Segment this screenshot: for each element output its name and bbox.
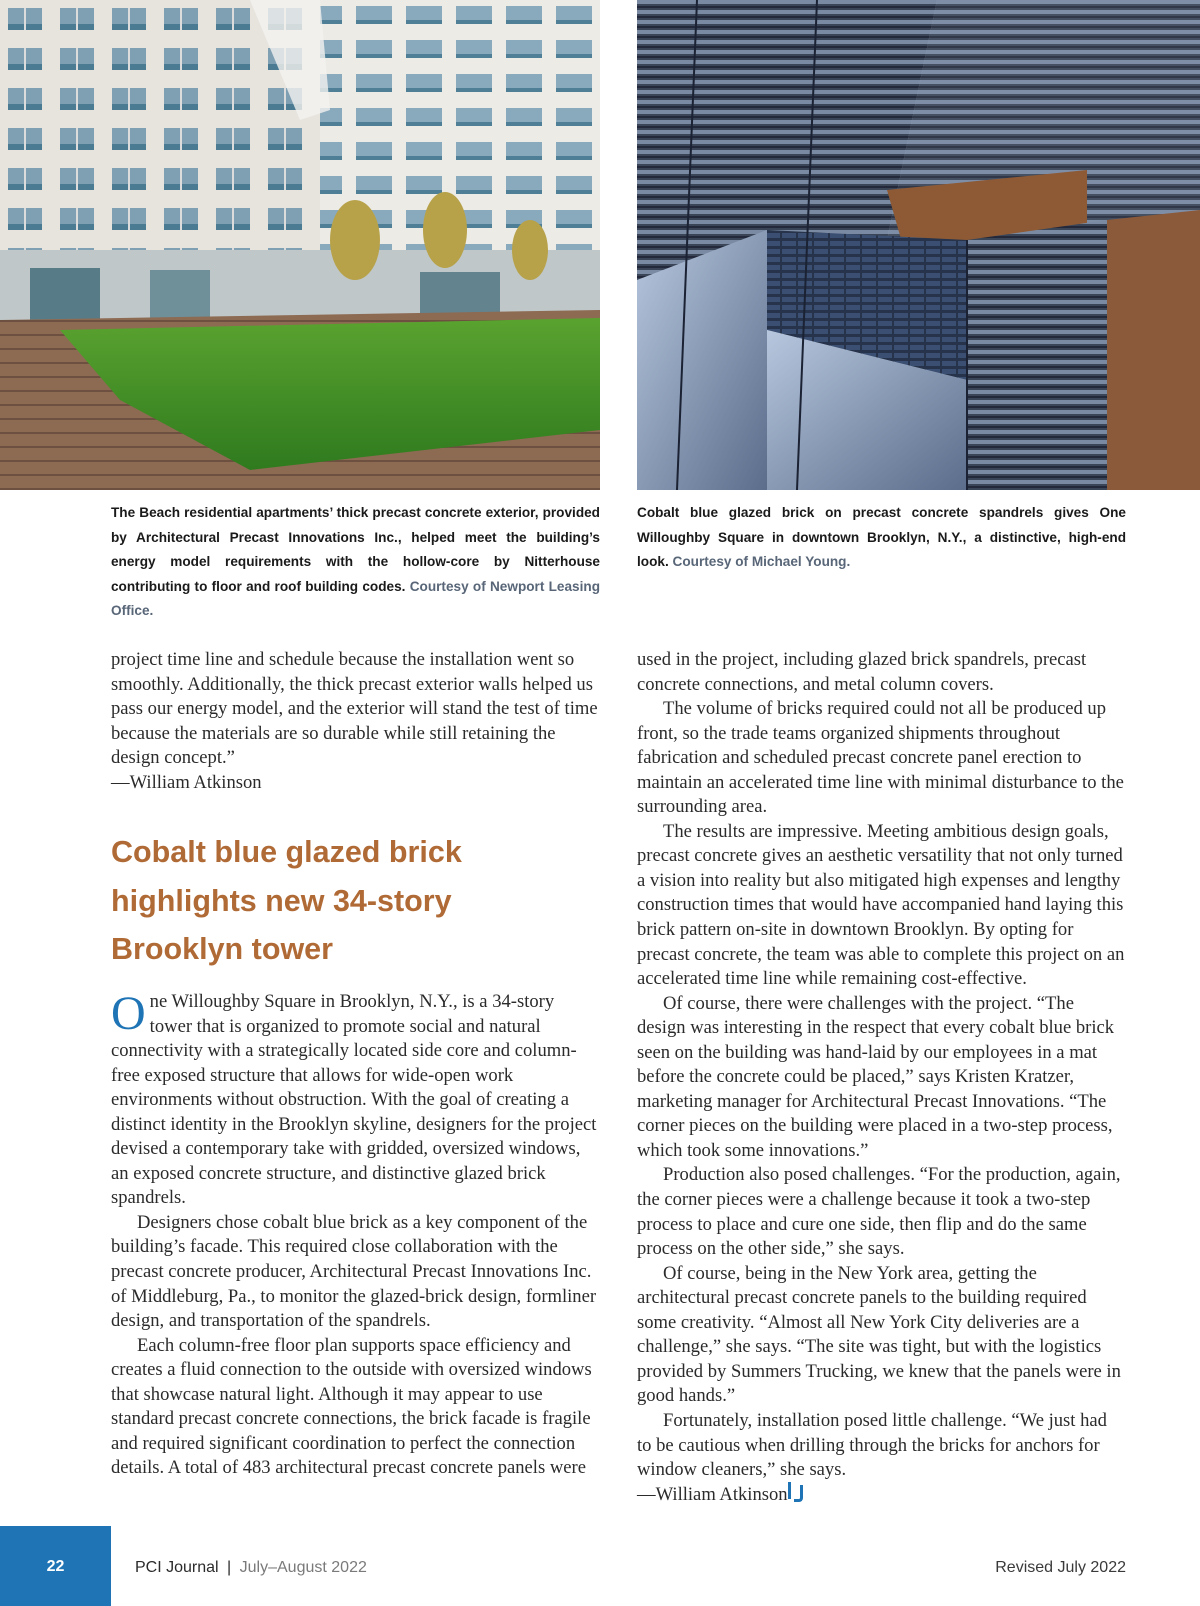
caption-left: [111, 501, 600, 624]
footer-separator: |: [227, 1559, 232, 1576]
previous-article-byline: —William Atkinson: [111, 771, 262, 793]
caption-right-text: Cobalt blue glazed brick on precast concrete spandrels gives One Willoughby Square in downtown Brooklyn, N.Y., a distinctive, high-end look.: [637, 505, 1126, 569]
article-paragraph-3-continued: used in the project, including glazed brick spandrels, precast concrete connections, and metal column covers.: [637, 649, 1087, 695]
journal-issue: July–August 2022: [239, 1559, 367, 1576]
building-courtyard-illustration: [0, 0, 600, 490]
article-paragraph-1: [111, 987, 600, 1211]
article-paragraph-9: Fortunately, installation posed little challenge. “We just had to be cautious when drilling through the bricks for anchors for window cleaners,” she says.: [637, 1409, 1107, 1481]
article-paragraph-3: Each column-free floor plan supports space efficiency and creates a fluid connection to the outside with oversized windows that showcase natural light. Although it may appear to use standard precast concrete connections, the brick facade is fragile and required significant coordination to perfect the connection details. A total of 483 architectural precast concrete panels were: [111, 1334, 592, 1479]
previous-article-ending: [111, 648, 600, 795]
photo-the-beach-apartments: [0, 0, 600, 490]
article-paragraph-6: Of course, there were challenges with the project. “The design was interesting in the respect that every cobalt blue brick seen on the building was hand-laid by our employees in a mat before the concrete could be placed,” says Kristen Kratzer, marketing manager for Architectural Precast Innovations. “The corner pieces on the building were placed in a two-step process, which took some innovations.”: [637, 992, 1115, 1161]
tower-facade-illustration: [637, 0, 1200, 490]
photo-one-willoughby-square: [637, 0, 1200, 490]
article-paragraph-2: Designers chose cobalt blue brick as a key component of the building’s facade. This required close collaboration with the precast concrete producer, Architectural Precast Innovations Inc. of Middleburg, Pa., to monitor the glazed-brick design, formliner design, and transportation of the spandrels.: [111, 1211, 597, 1332]
caption-left-text: The Beach residential apartments’ thick precast concrete exterior, provided by Architectural Precast Innovations Inc., helped meet the building’s energy model requirements with the hollow-core by Nitterhouse contributing to floor and roof building codes.: [111, 505, 600, 594]
article-paragraph-7: Production also posed challenges. “For the production, again, the corner pieces were a challenge because it took a two-step process to place and cure one side, then flip and do the same process on the other side,” she says.: [637, 1164, 1121, 1260]
article-paragraph-5: The results are impressive. Meeting ambitious design goals, precast concrete gives an aesthetic versatility that not only turned a vision into reality but also mitigated high expenses and lengthy construction times that would have accompanied hand laying this brick pattern on-site in downtown Brooklyn. By opting for precast concrete, the team was able to complete this project on an accelerated time line while remaining cost-effective.: [637, 820, 1125, 990]
article-byline-row: [637, 1483, 1126, 1508]
caption-right: [637, 501, 1126, 575]
article-column-right: [637, 648, 1126, 1507]
article-heading: Cobalt blue glazed brick highlights new 34-story Brooklyn tower: [111, 835, 462, 966]
end-of-article-icon: [794, 1485, 803, 1502]
article-paragraph-1-text: ne Willoughby Square in Brooklyn, N.Y., is a 34-story tower that is organized to promote social and natural connectivity with a strategically located side core and column-free exposed structure that allows for wide-open work environments without obstruction. With the goal of creating a distinct identity in the Brooklyn skyline, designers for the project devised a contemporary take with gridded, oversized windows, an exposed concrete structure, and distinctive glazed brick spandrels.: [111, 991, 597, 1209]
article-byline: —William Atkinson: [637, 1483, 788, 1505]
article-paragraph-4: The volume of bricks required could not all be produced up front, so the trade teams organized shipments throughout fabrication and scheduled precast concrete panel erection to maintain an accelerated time line with minimal disturbance to the surrounding area.: [637, 698, 1124, 818]
article-paragraph-8: Of course, being in the New York area, getting the architectural precast concrete panels to the building required some creativity. “Almost all New York City deliveries are a challenge,” she says. “The site was tight, but with the logistics provided by Summers Trucking, we knew that the panels were in good hands.”: [637, 1262, 1121, 1407]
journal-name: PCI Journal: [135, 1559, 219, 1576]
page-number: 22: [46, 1558, 65, 1575]
article-column-left: [111, 987, 600, 1481]
drop-cap: O: [111, 987, 146, 1040]
footer-journal: [135, 1559, 367, 1577]
caption-right-credit: Courtesy of Michael Young.: [672, 554, 851, 569]
previous-article-text: project time line and schedule because the installation went so smoothly. Additionally, the thick precast exterior walls helped us pass our energy model, and the exterior will stand the test of time because the materials are so durable while still retaining the design concept.”: [111, 649, 598, 769]
caption-left-credit: Courtesy of Newport Leasing Office.: [111, 578, 601, 618]
revision-note: Revised July 2022: [995, 1559, 1126, 1576]
